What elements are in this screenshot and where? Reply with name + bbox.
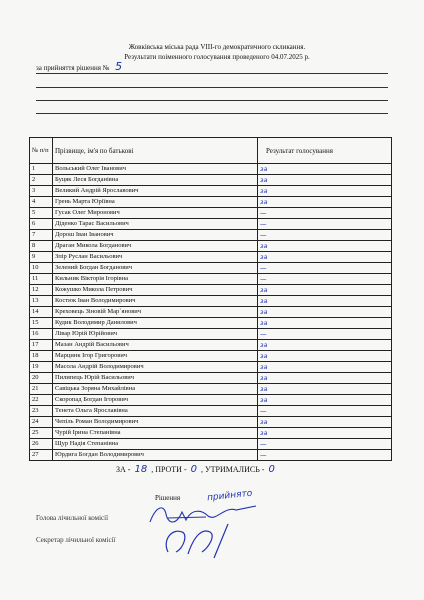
underline-4 xyxy=(36,113,388,114)
table-row xyxy=(30,417,392,428)
table-row xyxy=(30,208,392,219)
row-name: Лівар Юрій Юрійович xyxy=(53,329,258,340)
row-result: за xyxy=(258,362,392,373)
decision-label: за прийняття рішення № xyxy=(36,64,110,72)
table-row xyxy=(30,428,392,439)
table-row xyxy=(30,230,392,241)
table-row xyxy=(30,406,392,417)
table-row xyxy=(30,450,392,461)
table-row xyxy=(30,252,392,263)
row-name: Чепіль Роман Володимирович xyxy=(53,417,258,428)
row-number: 14 xyxy=(30,307,53,318)
table-row xyxy=(30,384,392,395)
row-result: за xyxy=(258,164,392,175)
row-name: Кудик Володимир Данилович xyxy=(53,318,258,329)
row-number: 6 xyxy=(30,219,53,230)
row-number: 17 xyxy=(30,340,53,351)
row-result: — xyxy=(258,263,392,274)
row-result: — xyxy=(258,329,392,340)
table-row xyxy=(30,373,392,384)
row-number: 10 xyxy=(30,263,53,274)
row-result: за xyxy=(258,252,392,263)
secretary-label: Секретар лічильної комісії xyxy=(36,536,116,544)
col-header-number: № п/п xyxy=(30,138,53,164)
row-result: за xyxy=(258,197,392,208)
decision-result-handwritten: прийнято xyxy=(206,488,253,504)
row-result: за xyxy=(258,395,392,406)
row-number: 3 xyxy=(30,186,53,197)
row-name: Пилипець Юрій Васильович xyxy=(53,373,258,384)
row-name: Драган Микола Богданович xyxy=(53,241,258,252)
underline-2 xyxy=(36,87,388,88)
results-title: Результати поіменного голосування проведеного 04.07.2025 р. xyxy=(124,53,310,61)
row-number: 9 xyxy=(30,252,53,263)
table-row xyxy=(30,219,392,230)
row-name: Креховець Зіновій Мар`янович xyxy=(53,307,258,318)
row-name: Щур Надія Степанівна xyxy=(53,439,258,450)
row-number: 16 xyxy=(30,329,53,340)
row-name: Марцинк Ігор Григорович xyxy=(53,351,258,362)
table-row xyxy=(30,318,392,329)
row-number: 2 xyxy=(30,175,53,186)
row-number: 19 xyxy=(30,362,53,373)
table-row xyxy=(30,197,392,208)
decision-result-label: Рішення xyxy=(155,494,181,502)
row-result: за xyxy=(258,340,392,351)
col-header-result: Результат голосування xyxy=(258,138,392,164)
row-result: за xyxy=(258,175,392,186)
table-row xyxy=(30,263,392,274)
row-result: — xyxy=(258,450,392,461)
za-value: 18 xyxy=(134,464,148,475)
row-result: — xyxy=(258,208,392,219)
row-number: 11 xyxy=(30,274,53,285)
proty-label: , ПРОТИ - xyxy=(151,465,187,474)
row-name: Костюк Іван Володимирович xyxy=(53,296,258,307)
table-row xyxy=(30,340,392,351)
row-number: 13 xyxy=(30,296,53,307)
row-name: Дорош Іван Іванович xyxy=(53,230,258,241)
row-number: 23 xyxy=(30,406,53,417)
underline-1 xyxy=(36,73,388,74)
row-result: за xyxy=(258,384,392,395)
row-result: за xyxy=(258,417,392,428)
row-number: 8 xyxy=(30,241,53,252)
voting-table xyxy=(29,137,392,461)
row-number: 25 xyxy=(30,428,53,439)
row-name: Савіцька Зоряна Михайлівна xyxy=(53,384,258,395)
row-result: за xyxy=(258,241,392,252)
row-result: — xyxy=(258,439,392,450)
row-number: 12 xyxy=(30,285,53,296)
row-result: — xyxy=(258,219,392,230)
row-result: за xyxy=(258,285,392,296)
table-row xyxy=(30,274,392,285)
row-name: Скоропад Богдан Ігорович xyxy=(53,395,258,406)
table-row xyxy=(30,439,392,450)
row-result: за xyxy=(258,186,392,197)
row-name: Буцяк Леся Богданівна xyxy=(53,175,258,186)
table-row xyxy=(30,241,392,252)
table-row xyxy=(30,395,392,406)
row-result: — xyxy=(258,406,392,417)
row-name: Великий Андрій Ярославович xyxy=(53,186,258,197)
table-row xyxy=(30,296,392,307)
table-row xyxy=(30,164,392,175)
decision-number: 5 xyxy=(115,60,123,73)
head-label: Голова лічильної комісії xyxy=(36,514,109,522)
row-name: Кильник Вікторія Ігорівна xyxy=(53,274,258,285)
row-result: за xyxy=(258,296,392,307)
row-number: 1 xyxy=(30,164,53,175)
row-number: 26 xyxy=(30,439,53,450)
table-row xyxy=(30,362,392,373)
za-label: ЗА - xyxy=(116,465,131,474)
row-result: за xyxy=(258,373,392,384)
row-name: Чурій Ірина Степанівна xyxy=(53,428,258,439)
row-name: Зпір Руслан Васильович xyxy=(53,252,258,263)
row-name: Гусак Олег Миронович xyxy=(53,208,258,219)
row-result: за xyxy=(258,307,392,318)
row-number: 7 xyxy=(30,230,53,241)
council-title: Жовківська міська рада VIII-го демократичного скликання. xyxy=(128,43,306,51)
proty-value: 0 xyxy=(190,464,197,475)
table-header-row xyxy=(30,138,392,164)
row-number: 18 xyxy=(30,351,53,362)
utrym-label: , УТРИМАЛИСЬ - xyxy=(201,465,265,474)
row-number: 21 xyxy=(30,384,53,395)
underline-3 xyxy=(36,100,388,101)
table-row xyxy=(30,307,392,318)
row-result: за xyxy=(258,428,392,439)
row-name: Грень Марта Юріївна xyxy=(53,197,258,208)
row-number: 15 xyxy=(30,318,53,329)
row-number: 20 xyxy=(30,373,53,384)
col-header-name: Прізвище, ім'я по батькові xyxy=(53,138,258,164)
row-number: 4 xyxy=(30,197,53,208)
row-result: за xyxy=(258,318,392,329)
table-row xyxy=(30,175,392,186)
table-row xyxy=(30,186,392,197)
utrym-value: 0 xyxy=(268,464,275,475)
row-name: Масола Андрій Володимирович xyxy=(53,362,258,373)
vote-summary xyxy=(116,465,277,475)
row-result: — xyxy=(258,230,392,241)
row-number: 5 xyxy=(30,208,53,219)
row-name: Мазан Андрій Васильович xyxy=(53,340,258,351)
row-name: Вольський Олег Іванович xyxy=(53,164,258,175)
row-number: 24 xyxy=(30,417,53,428)
row-name: Юрдига Богдан Володимирович xyxy=(53,450,258,461)
row-result: — xyxy=(258,274,392,285)
secretary-signature xyxy=(158,522,248,562)
table-row xyxy=(30,329,392,340)
decision-line xyxy=(36,60,123,73)
row-name: Кожушко Микола Петрович xyxy=(53,285,258,296)
table-row xyxy=(30,351,392,362)
row-name: Тенета Ольга Ярославівна xyxy=(53,406,258,417)
row-name: Зелений Богдан Богданович xyxy=(53,263,258,274)
row-name: Діденко Тарас Васильович xyxy=(53,219,258,230)
table-row xyxy=(30,285,392,296)
row-number: 22 xyxy=(30,395,53,406)
row-number: 27 xyxy=(30,450,53,461)
row-result: за xyxy=(258,351,392,362)
